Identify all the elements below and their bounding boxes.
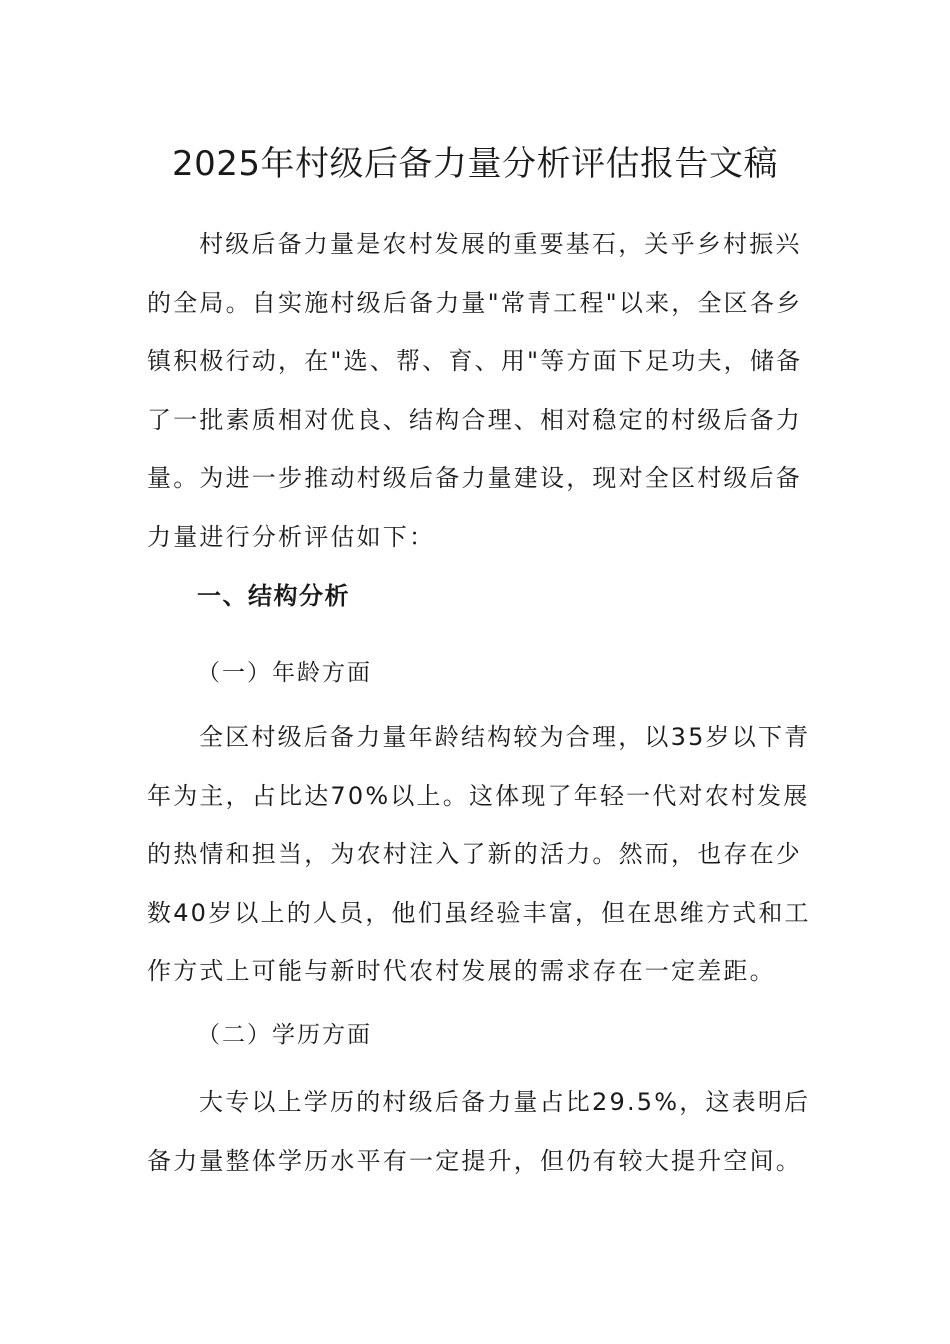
age-paragraph: 全区村级后备力量年龄结构较为合理，以35岁以下青年为主，占比达70%以上。这体现了年轻一代对农村发展的热情和担当，为农村注入了新的活力。然而，也存在少数40岁以上的人员，他们虽经验丰富，但在思维方式和工作方式上可能与新时代农村发展的需求存在一定差距。 — [147, 723, 811, 986]
document-title: 2025年村级后备力量分析评估报告文稿 — [171, 144, 779, 184]
subsection-heading-age: （一）年龄方面 — [197, 660, 372, 686]
education-paragraph: 大专以上学历的村级后备力量占比29.5%，这表明后备力量整体学历水平有一定提升，但仍有较大提升空间。 — [147, 1088, 811, 1175]
intro-paragraph: 村级后备力量是农村发展的重要基石，关乎乡村振兴的全局。自实施村级后备力量"常青工程"以来，全区各乡镇积极行动，在"选、帮、育、用"等方面下足功夫，储备了一批素质相对优良、结构合理、相对稳定的村级后备力量。为进一步推动村级后备力量建设，现对全区村级后备力量进行分析评估如下： — [147, 230, 803, 551]
subsection-heading-education: （二）学历方面 — [197, 1022, 372, 1048]
section-heading-structure-analysis: 一、结构分析 — [197, 582, 350, 610]
